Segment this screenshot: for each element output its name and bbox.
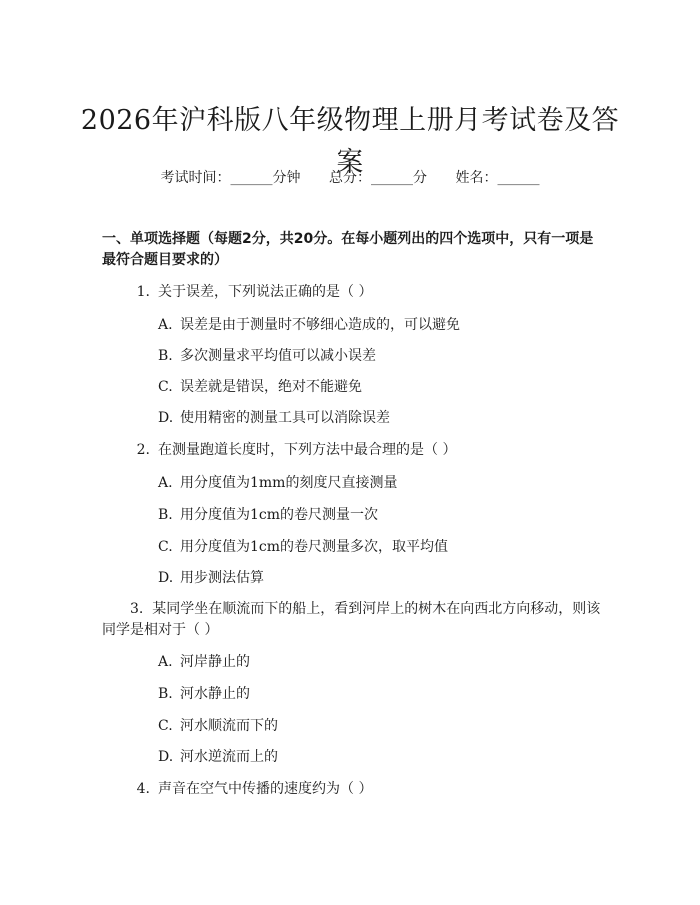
option-letter: C. [158, 718, 173, 734]
option-letter: C. [158, 539, 173, 555]
question-1-option-d [158, 408, 598, 428]
option-letter: B. [158, 507, 173, 523]
option-text: 河水逆流而上的 [180, 749, 278, 765]
option-text: 使用精密的测量工具可以消除误差 [180, 410, 390, 426]
exam-info-line [0, 168, 700, 188]
option-text: 多次测量求平均值可以减小误差 [180, 348, 376, 364]
option-text: 河岸静止的 [180, 654, 250, 670]
option-text: 用分度值为1cm的卷尺测量多次，取平均值 [180, 539, 449, 555]
option-letter: B. [158, 686, 173, 702]
total-score-field: 总分：______分 [329, 170, 427, 186]
question-number: 3. [130, 601, 144, 617]
option-text: 用分度值为1cm的卷尺测量一次 [180, 507, 379, 523]
question-3-option-b [158, 684, 598, 704]
option-letter: D. [158, 749, 174, 765]
question-2-option-b [158, 505, 598, 525]
question-3-option-d [158, 747, 598, 767]
option-letter: B. [158, 348, 173, 364]
option-letter: A. [158, 654, 173, 670]
question-text: 声音在空气中传播的速度约为（ ） [158, 781, 373, 797]
question-text: 在测量跑道长度时，下列方法中最合理的是（ ） [158, 442, 457, 458]
question-1-option-c [158, 377, 598, 397]
option-letter: C. [158, 379, 173, 395]
question-3-option-a [158, 652, 598, 672]
question-1 [102, 282, 602, 303]
question-number: 1. [136, 284, 150, 300]
option-letter: D. [158, 410, 174, 426]
option-text: 河水顺流而下的 [180, 718, 278, 734]
question-text: 关于误差，下列说法正确的是（ ） [158, 284, 373, 300]
question-3 [102, 599, 602, 641]
option-text: 用分度值为1mm的刻度尺直接测量 [180, 475, 398, 491]
question-number: 4. [136, 781, 150, 797]
option-letter: A. [158, 317, 173, 333]
question-text: 某同学坐在顺流而下的船上，看到河岸上的树木在向西北方向移动，则该同学是相对于（ ） [102, 601, 601, 638]
question-2 [102, 440, 602, 461]
question-1-option-b [158, 346, 598, 366]
question-2-option-a [158, 473, 598, 493]
option-letter: D. [158, 570, 174, 586]
question-1-option-a [158, 315, 598, 335]
option-text: 误差是由于测量时不够细心造成的，可以避免 [180, 317, 460, 333]
question-number: 2. [136, 442, 150, 458]
page-title: 2026年沪科版八年级物理上册月考试卷及答案 [80, 105, 620, 179]
option-text: 河水静止的 [180, 686, 250, 702]
section-heading: 一、单项选择题（每题2分，共20分。在每小题列出的四个选项中，只有一项是最符合题目要求的） [102, 231, 594, 268]
student-name-field: 姓名：______ [455, 170, 540, 186]
question-4 [102, 779, 602, 800]
option-letter: A. [158, 475, 173, 491]
question-2-option-c [158, 537, 598, 557]
option-text: 误差就是错误，绝对不能避免 [180, 379, 362, 395]
question-2-option-d [158, 568, 598, 588]
option-text: 用步测法估算 [180, 570, 264, 586]
exam-time-field: 考试时间：______分钟 [160, 170, 301, 186]
question-3-option-c [158, 716, 598, 736]
